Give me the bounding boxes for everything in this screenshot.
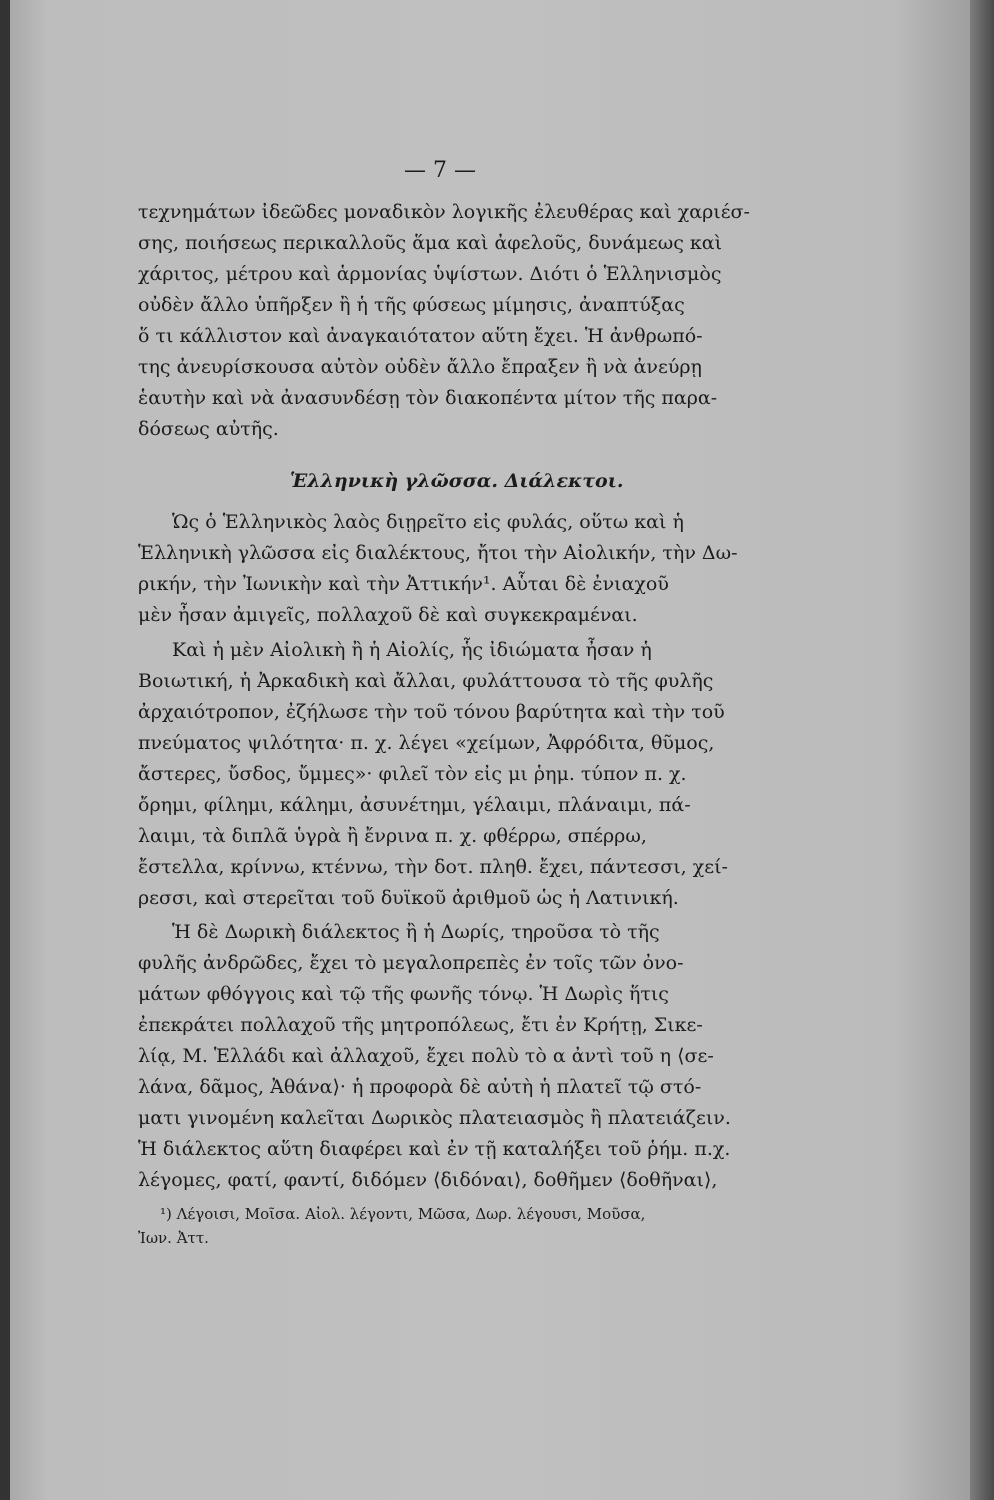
text-line: δόσεως αὐτῆς. — [138, 418, 279, 440]
text-line: ἑαυτὴν καὶ νὰ ἀνασυνδέσῃ τὸν διακοπέντα μίτον τῆς παρα- — [138, 387, 718, 409]
text-line: τεχνημάτων ἰδεῶδες μοναδικὸν λογικῆς ἐλευθέρας καὶ χαριέσ- — [138, 201, 750, 223]
text-line: ἔστελλα, κρίννω, κτέννω, τὴν δοτ. πληθ. ἔχει, πάντεσσι, χεί- — [138, 856, 728, 878]
footnote-line: ¹) Λέγοισι, Μοῖσα. Αἰολ. λέγοντι, Μῶσα, Δωρ. λέγουσι, Μοῦσα, — [160, 1205, 646, 1223]
text-line: οὐδὲν ἄλλο ὑπῆρξεν ἢ ἡ τῆς φύσεως μίμησις, ἀναπτύξας — [138, 294, 685, 316]
text-line: ὄρημι, φίλημι, κάλημι, ἀσυνέτημι, γέλαιμι, πλάναιμι, πά- — [138, 794, 691, 816]
text-line: λάνα, δᾶμος, Ἀθάνα⟩· ἡ προφορὰ δὲ αὐτὴ ἡ πλατεῖ τῷ στό- — [138, 1076, 702, 1098]
text-line: Ἡ δὲ Δωρικὴ διάλεκτος ἢ ἡ Δωρίς, τηροῦσα τὸ τῆς — [172, 921, 660, 943]
text-line: ἀρχαιότροπον, ἐζήλωσε τὴν τοῦ τόνου βαρύτητα καὶ τὴν τοῦ — [138, 701, 725, 723]
text-line: πνεύματος ψιλότητα· π. χ. λέγει «χείμων, Ἀφρόδιτα, θῦμος, — [138, 732, 715, 754]
text-line: ἄστερες, ὔσδος, ὔμμες»· φιλεῖ τὸν εἰς μι ῥημ. τύπον π. χ. — [138, 763, 687, 785]
text-line: Καὶ ἡ μὲν Αἰολικὴ ἢ ἡ Αἰολίς, ἧς ἰδιώματα ἦσαν ἡ — [172, 639, 652, 661]
text-line: της ἀνευρίσκουσα αὐτὸν οὐδὲν ἄλλο ἔπραξεν ἢ νὰ ἀνεύρῃ — [138, 356, 702, 378]
text-line: Βοιωτική, ἡ Ἀρκαδικὴ καὶ ἄλλαι, φυλάττουσα τὸ τῆς φυλῆς — [138, 670, 714, 692]
text-line: φυλῆς ἀνδρῶδες, ἔχει τὸ μεγαλοπρεπὲς ἐν τοῖς τῶν ὀνο- — [138, 952, 684, 974]
text-line: ρικήν, τὴν Ἰωνικὴν καὶ τὴν Ἀττικήν¹. Αὗται δὲ ἐνιαχοῦ — [138, 573, 669, 595]
text-line: Ἑλληνικὴ γλῶσσα εἰς διαλέκτους, ἤτοι τὴν Αἰολικήν, τὴν Δω- — [138, 542, 738, 564]
text-line: χάριτος, μέτρου καὶ ἁρμονίας ὑψίστων. Διότι ὁ Ἑλληνισμὸς — [138, 263, 722, 285]
text-line: λίᾳ, Μ. Ἑλλάδι καὶ ἀλλαχοῦ, ἔχει πολὺ τὸ α ἀντὶ τοῦ η ⟨σε- — [138, 1045, 714, 1067]
text-line: σης, ποιήσεως περικαλλοῦς ἅμα καὶ ἀφελοῦς, δυνάμεως καὶ — [138, 232, 723, 254]
text-line: ρεσσι, καὶ στερεῖται τοῦ δυϊκοῦ ἀριθμοῦ ὡς ἡ Λατινική. — [138, 887, 679, 909]
footnote-line: Ἰων. Ἀττ. — [138, 1229, 209, 1247]
text-line: Ἡ διάλεκτος αὕτη διαφέρει καὶ ἐν τῇ καταλήξει τοῦ ῥήμ. π.χ. — [138, 1138, 731, 1160]
right-page-edge — [970, 0, 994, 1500]
text-line: ὅ τι κάλλιστον καὶ ἀναγκαιότατον αὕτη ἔχει. Ἡ ἀνθρωπό- — [138, 325, 703, 347]
page-number: — 7 — — [404, 158, 476, 183]
left-page-edge — [0, 0, 10, 1500]
text-line: λέγομες, φατί, φαντί, διδόμεν ⟨διδόναι⟩, δοθῆμεν ⟨δοθῆναι⟩, — [138, 1169, 718, 1191]
section-heading: Ἑλληνικὴ γλῶσσα. Διάλεκτοι. — [290, 470, 624, 492]
text-line: λαιμι, τὰ διπλᾶ ὑγρὰ ἢ ἔνρινα π. χ. φθέρρω, σπέρρω, — [138, 825, 647, 847]
text-line: ἐπεκράτει πολλαχοῦ τῆς μητροπόλεως, ἔτι ἐν Κρήτῃ, Σικε- — [138, 1014, 703, 1036]
text-line: ματι γινομένη καλεῖται Δωρικὸς πλατειασμὸς ἢ πλατειάζειν. — [138, 1107, 731, 1129]
text-line: Ὡς ὁ Ἑλληνικὸς λαὸς διῃρεῖτο εἰς φυλάς, οὕτω καὶ ἡ — [172, 511, 684, 533]
text-line: μὲν ἦσαν ἀμιγεῖς, πολλαχοῦ δὲ καὶ συγκεκραμέναι. — [138, 604, 638, 626]
text-line: μάτων φθόγγοις καὶ τῷ τῆς φωνῆς τόνῳ. Ἡ Δωρὶς ἥτις — [138, 983, 669, 1005]
